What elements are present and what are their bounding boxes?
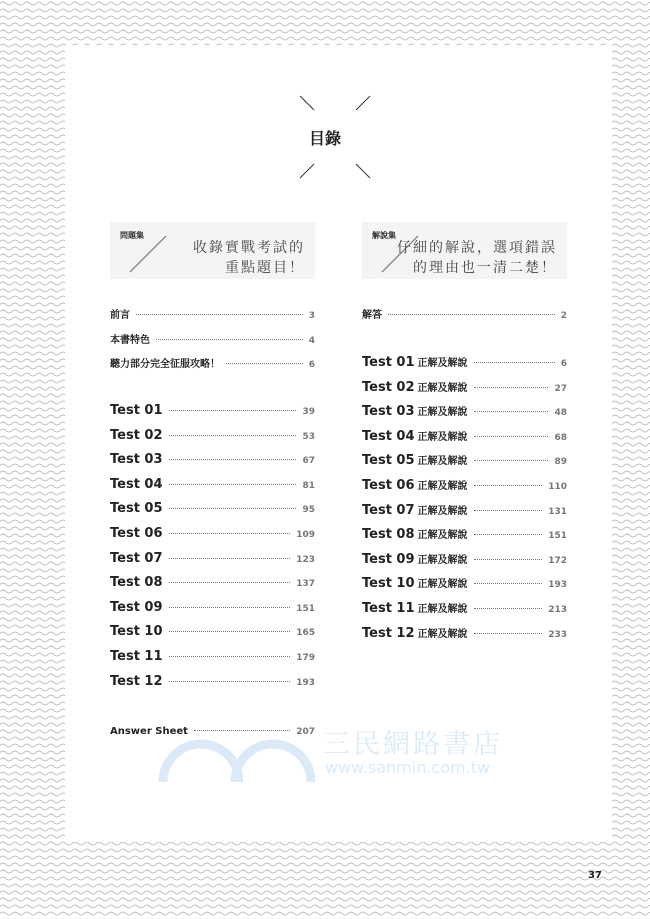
page-number: 37 — [588, 870, 602, 881]
leader-dots — [474, 633, 543, 634]
entry-label: Test 03 正解及解說 — [362, 404, 468, 420]
entry-page: 179 — [296, 653, 315, 663]
entry-label: Test 04 — [110, 476, 163, 492]
toc-entry[interactable] — [362, 379, 567, 395]
entry-label: Test 07 正解及解說 — [362, 502, 468, 518]
entry-label: Test 12 正解及解說 — [362, 625, 468, 641]
leader-dots — [474, 559, 543, 560]
toc-entry[interactable] — [110, 575, 315, 590]
toc-entry[interactable] — [110, 501, 315, 516]
entry-page: 151 — [296, 603, 315, 614]
entry-label: 解答 — [362, 310, 382, 321]
leader-dots — [474, 362, 555, 363]
leader-dots — [474, 387, 549, 388]
entry-sublabel: 正解及解說 — [417, 456, 468, 468]
toc-entry[interactable] — [362, 306, 567, 321]
entry-label: Answer Sheet — [110, 726, 188, 737]
watermark-name: 三民網路書店 — [323, 729, 503, 760]
entry-label: Test 09 — [110, 599, 163, 615]
watermark-url: www.sanmin.com.tw — [325, 758, 491, 777]
toc-entry[interactable] — [362, 403, 567, 419]
entry-page: 39 — [302, 407, 315, 417]
entry-label: Test 01 — [110, 403, 163, 418]
entry-label: Test 11 正解及解說 — [362, 601, 468, 616]
leader-dots — [169, 508, 297, 509]
toc-entry[interactable] — [362, 551, 567, 567]
entry-label: Test 05 正解及解說 — [362, 453, 468, 469]
leader-dots — [169, 410, 297, 411]
entry-page: 109 — [296, 530, 315, 540]
toc-entry[interactable] — [110, 403, 315, 418]
box-message: 仔細的解說，選項錯誤 的理由也一清二楚！ — [397, 240, 557, 276]
toc-entry[interactable] — [362, 575, 567, 591]
toc-entry[interactable] — [110, 551, 315, 566]
entry-label: Test 07 — [110, 550, 163, 566]
entry-label: Test 06 — [110, 526, 163, 541]
entry-page: 4 — [308, 335, 315, 346]
entry-page: 207 — [296, 727, 315, 737]
entry-page: 172 — [548, 555, 567, 566]
toc-entry[interactable] — [110, 477, 315, 492]
leader-dots — [156, 339, 303, 340]
entry-page: 6 — [308, 360, 315, 370]
entry-label: Test 06 正解及解說 — [362, 478, 468, 493]
leader-dots — [169, 656, 291, 657]
entry-page: 48 — [554, 408, 567, 419]
leader-dots — [474, 608, 543, 609]
entry-page: 131 — [548, 506, 567, 517]
toc-entry[interactable] — [110, 674, 315, 689]
leader-dots — [169, 533, 291, 534]
entry-sublabel: 正解及解說 — [417, 579, 468, 591]
entry-page: 6 — [560, 359, 567, 369]
entry-sublabel: 正解及解說 — [417, 604, 468, 615]
entry-label: Test 08 — [110, 575, 163, 591]
toc-entry[interactable] — [362, 477, 567, 493]
leader-dots — [474, 411, 549, 412]
entry-page: 165 — [296, 628, 315, 639]
sanmin-watermark-logo — [155, 722, 535, 792]
leader-dots — [169, 582, 291, 583]
box-tag: 解說集 — [372, 231, 396, 240]
toc-entry[interactable] — [362, 354, 567, 370]
entry-label: Test 05 — [110, 501, 163, 517]
entry-page: 27 — [554, 383, 567, 394]
entry-page: 213 — [548, 605, 567, 615]
entry-page: 3 — [308, 311, 315, 321]
entry-label: 本書特色 — [110, 334, 150, 346]
entry-label: Test 10 — [110, 624, 163, 640]
leader-dots — [169, 459, 297, 460]
leader-dots — [474, 534, 543, 535]
toc-entry[interactable] — [110, 355, 315, 370]
leader-dots — [169, 607, 291, 608]
toc-entry[interactable] — [110, 526, 315, 541]
leader-dots — [169, 558, 291, 559]
entry-page: 67 — [302, 456, 315, 467]
leader-dots — [226, 363, 303, 364]
leader-dots — [169, 435, 297, 436]
toc-entry[interactable] — [362, 502, 567, 518]
toc-entry[interactable] — [362, 625, 567, 641]
page-title: 目錄 — [308, 129, 341, 148]
entry-page: 2 — [560, 311, 567, 321]
entry-label: Test 09 正解及解說 — [362, 551, 468, 567]
leader-dots — [474, 436, 549, 437]
toc-entry[interactable] — [110, 649, 315, 664]
entry-label: Test 08 正解及解說 — [362, 527, 468, 543]
toc-entry[interactable] — [110, 600, 315, 615]
leader-dots — [474, 485, 543, 486]
entry-sublabel: 正解及解說 — [417, 530, 468, 542]
entry-label: 聽力部分完全征服攻略！ — [110, 359, 220, 370]
entry-page: 110 — [548, 482, 567, 492]
entry-page: 81 — [302, 480, 315, 491]
entry-page: 95 — [302, 505, 315, 516]
leader-dots — [474, 460, 549, 461]
entry-page: 137 — [296, 579, 315, 590]
leader-dots — [474, 510, 543, 511]
question-set-box — [110, 222, 315, 279]
entry-label: Test 02 正解及解說 — [362, 379, 468, 395]
entry-sublabel: 正解及解說 — [417, 382, 468, 394]
leader-dots — [169, 484, 297, 485]
entry-label: 前言 — [110, 310, 130, 321]
entry-label: Test 11 — [110, 649, 163, 664]
entry-sublabel: 正解及解說 — [417, 481, 468, 492]
toc-entry[interactable] — [110, 331, 315, 346]
entry-sublabel: 正解及解說 — [417, 358, 468, 369]
toc-entry[interactable] — [110, 306, 315, 321]
box-message: 收錄實戰考試的 重點題目！ — [193, 240, 305, 276]
entry-sublabel: 正解及解說 — [417, 407, 468, 419]
entry-label: Test 02 — [110, 427, 163, 443]
entry-page: 193 — [548, 580, 567, 591]
entry-label: Test 10 正解及解說 — [362, 576, 468, 592]
entry-page: 193 — [296, 677, 315, 688]
leader-dots — [169, 681, 291, 682]
entry-page: 151 — [548, 531, 567, 542]
leader-dots — [474, 583, 543, 584]
toc-entry[interactable] — [362, 428, 567, 444]
entry-page: 53 — [302, 431, 315, 442]
explanation-set-box — [362, 222, 567, 279]
leader-dots — [169, 631, 291, 632]
entry-page: 68 — [554, 432, 567, 443]
entry-sublabel: 正解及解說 — [417, 431, 468, 443]
entry-sublabel: 正解及解說 — [417, 505, 468, 517]
leader-dots — [388, 314, 555, 315]
entry-page: 233 — [548, 629, 567, 640]
entry-sublabel: 正解及解說 — [417, 554, 468, 566]
entry-page: 123 — [296, 554, 315, 565]
toc-entry[interactable] — [110, 428, 315, 443]
entry-label: Test 01 正解及解說 — [362, 355, 468, 370]
toc-entry[interactable] — [110, 624, 315, 639]
toc-entry[interactable] — [362, 452, 567, 468]
leader-dots — [136, 314, 303, 315]
toc-entry[interactable] — [362, 600, 567, 616]
entry-page: 89 — [554, 457, 567, 468]
entry-label: Test 03 — [110, 452, 163, 468]
entry-label: Test 04 正解及解說 — [362, 428, 468, 444]
entry-sublabel: 正解及解說 — [417, 628, 468, 640]
toc-entry[interactable] — [110, 452, 315, 467]
toc-entry[interactable] — [362, 526, 567, 542]
box-tag: 問題集 — [120, 231, 144, 240]
entry-label: Test 12 — [110, 673, 163, 689]
